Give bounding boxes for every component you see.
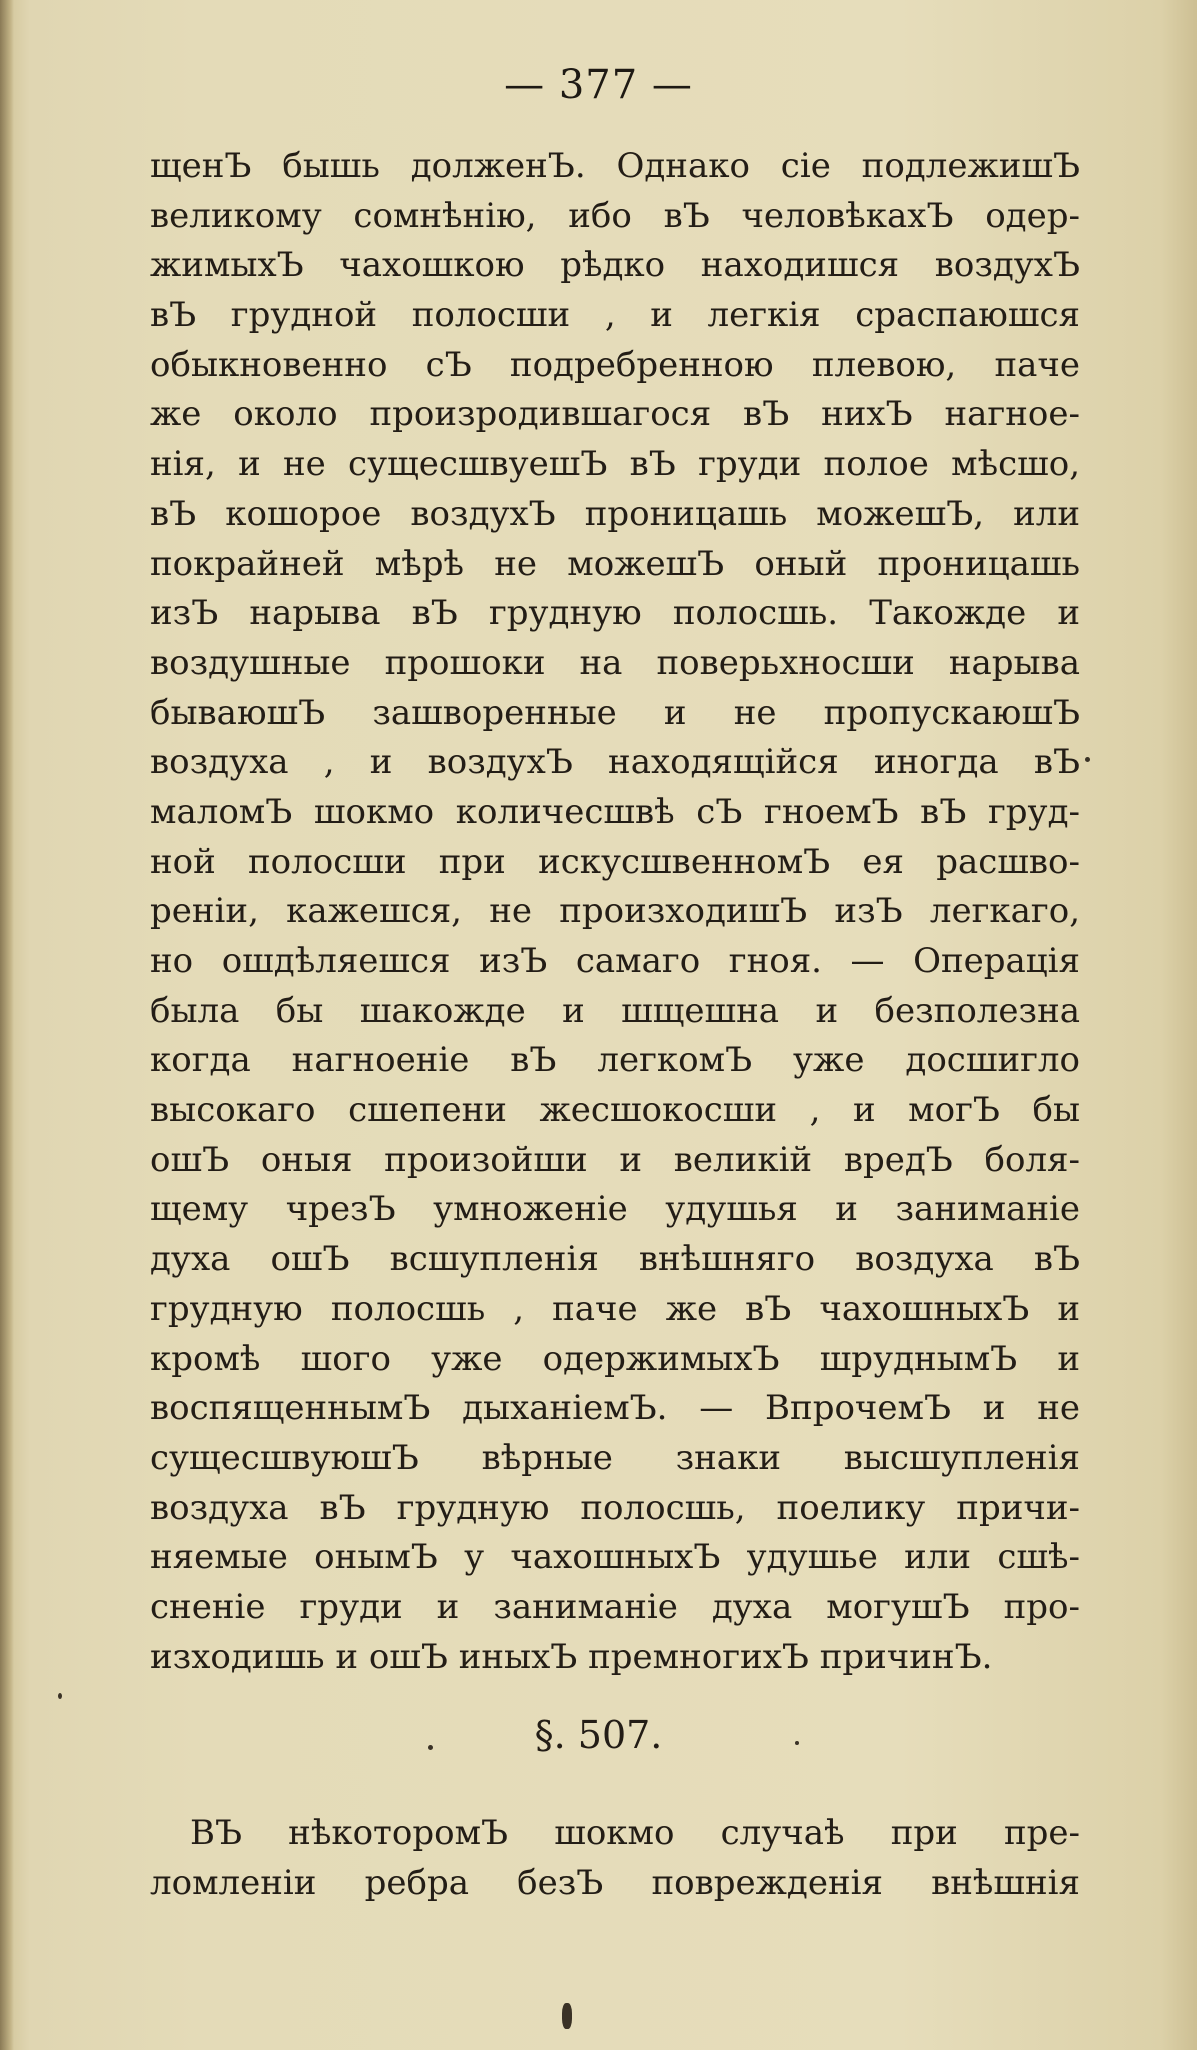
text-line: нія, и не сущесшвуешЪ вЪ груди полое мѣсшо,: [150, 444, 1080, 485]
section-paragraph: [150, 1808, 1080, 1907]
text-line: сущесшвуюшЪ вѣрные знаки высшупленія: [150, 1437, 1080, 1478]
text-line: когда нагноеніе вЪ легкомЪ уже досшигло: [150, 1040, 1080, 1081]
text-line: была бы шакожде и шщешна и безполезна: [150, 990, 1080, 1031]
text-line: воспященнымЪ дыханіемЪ. — ВпрочемЪ и не: [150, 1388, 1080, 1429]
text-line: маломЪ шокмо количесшвѣ сЪ гноемЪ вЪ груд-: [150, 791, 1080, 832]
text-line: изходишь и ошЪ иныхЪ премногихЪ причинЪ.: [150, 1636, 993, 1677]
text-line: высокаго сшепени жесшокосши , и могЪ бы: [150, 1090, 1080, 1131]
text-line: воздуха , и воздухЪ находящійся иногда вЪ: [150, 742, 1080, 783]
text-line: щенЪ бышь долженЪ. Однако сіе подлежишЪ: [150, 146, 1080, 186]
text-line: вЪ кошорое воздухЪ проницашь можешЪ, или: [150, 493, 1080, 534]
text-line: духа ошЪ всшупленія внѣшняго воздуха вЪ: [150, 1239, 1080, 1280]
text-line: но ошдѣляешся изЪ самаго гноя. — Операція: [150, 941, 1080, 981]
text-line: изЪ нарыва вЪ грудную полосшь. Такожде и: [150, 593, 1080, 634]
text-line: реніи, кажешся, не произходишЪ изЪ легкаго,: [150, 891, 1080, 932]
text-line: вЪ грудной полосши , и легкія сраспаюшся: [150, 295, 1080, 336]
ink-speck: [562, 2003, 572, 2029]
text-line: грудную полосшь , паче же вЪ чахошныхЪ и: [150, 1288, 1080, 1329]
text-line: воздуха вЪ грудную полосшь, поелику причи-: [150, 1487, 1080, 1528]
text-line: щему чрезЪ умноженіе удушья и заниманіе: [150, 1189, 1080, 1230]
text-line: обыкновенно сЪ подребренною плевою, паче: [150, 344, 1080, 385]
text-line: ломленіи ребра безЪ поврежденія внѣшнія: [150, 1862, 1080, 1903]
section-heading: §. 507.: [534, 1713, 663, 1757]
text-line: же около произродившагося вЪ нихЪ нагное-: [150, 394, 1080, 435]
text-line: бываюшЪ зашворенные и не пропускаюшЪ: [150, 692, 1080, 733]
page-number: — 377 —: [504, 62, 693, 108]
text-line: ВЪ нѣкоторомЪ шокмо случаѣ при пре-: [190, 1813, 1080, 1853]
text-line: воздушные прошоки на поверьхносши нарыва: [150, 642, 1080, 683]
text-line: ошЪ оныя произойши и великій вредЪ боля-: [150, 1139, 1080, 1180]
text-line: жимыхЪ чахошкою рѣдко находишся воздухЪ: [150, 245, 1080, 286]
text-line: покрайней мѣрѣ не можешЪ оный проницашь: [150, 543, 1080, 584]
ink-speck: [795, 1741, 799, 1745]
ink-speck: [428, 1745, 433, 1750]
text-line: ной полосши при искусшвенномЪ ея расшво-: [150, 841, 1080, 882]
ink-speck: [1085, 757, 1090, 762]
ink-speck: [58, 1693, 62, 1699]
paragraph: [150, 142, 1080, 1682]
text-line: сненіе груди и заниманіе духа могушЪ про-: [150, 1586, 1080, 1627]
text-line: няемые онымЪ у чахошныхЪ удушье или сшѣ-: [150, 1537, 1080, 1578]
text-line: великому сомнѣнію, ибо вЪ человѣкахЪ одер-: [150, 195, 1080, 236]
text-line: кромѣ шого уже одержимыхЪ шруднымЪ и: [150, 1338, 1080, 1379]
